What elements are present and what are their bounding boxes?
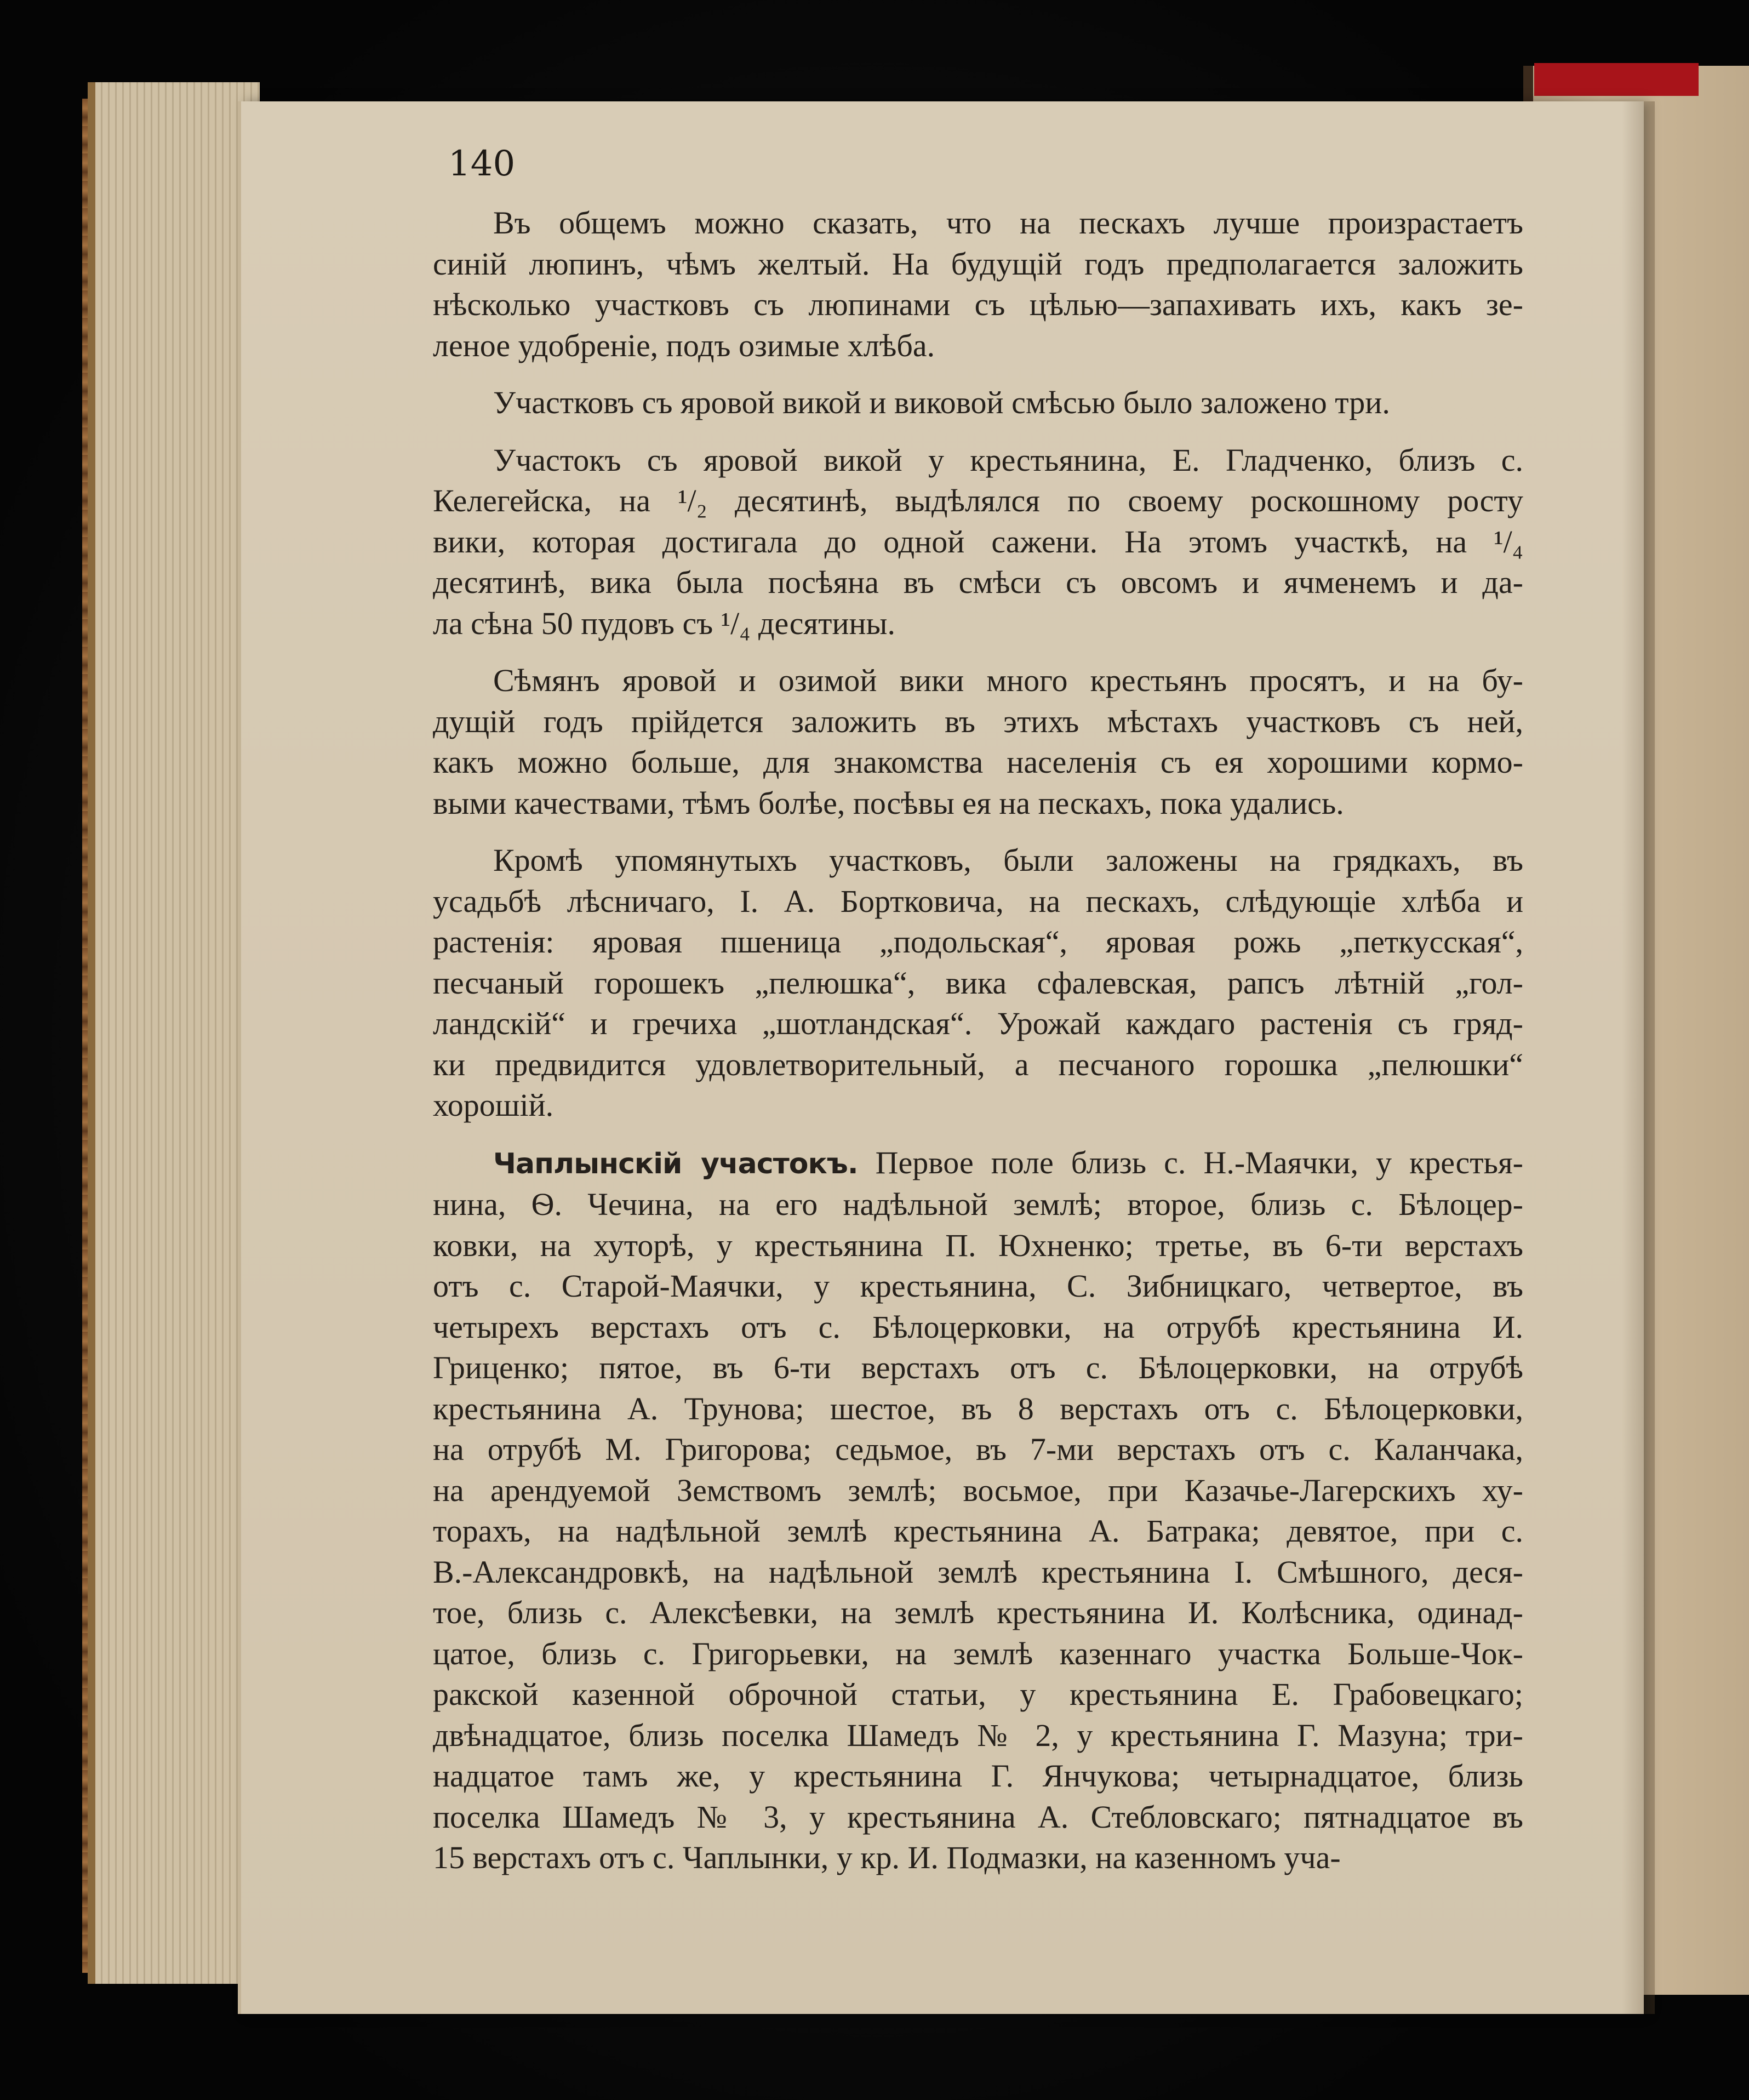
paragraph bbox=[433, 203, 1523, 366]
text-line: надцатое тамъ же, у крестьянина Г. Янчукова; четырнадцатое, близь bbox=[433, 1758, 1523, 1794]
text-line: хорошій. bbox=[433, 1087, 554, 1123]
page-number: 140 bbox=[448, 144, 516, 184]
text-line: крестьянина А. Трунова; шестое, въ 8 верстахъ отъ с. Бѣлоцерковки, bbox=[433, 1390, 1523, 1426]
text-line: Участокъ съ яровой викой у крестьянина, Е. Гладченко, близъ с. bbox=[493, 442, 1523, 478]
text-line: Келегейска, на ¹/₂ десятинѣ, выдѣлялся по своему роскошному росту bbox=[433, 483, 1523, 518]
heading-line-text: Первое поле близь с. Н.-Маячки, у крестья- bbox=[858, 1144, 1523, 1180]
text-line: ки предвидится удовлетворительный, а песчаного горошка „пелюшки“ bbox=[433, 1046, 1523, 1082]
text-line: Участковъ съ яровой викой и виковой смѣсью было заложено три. bbox=[493, 385, 1390, 420]
text-line: десятинѣ, вика была посѣяна въ смѣси съ овсомъ и ячменемъ и да- bbox=[433, 564, 1523, 600]
paragraph bbox=[433, 440, 1523, 644]
text-line bbox=[433, 1143, 1523, 1185]
text-line: Кромѣ упомянутыхъ участковъ, были заложены на грядкахъ, въ bbox=[493, 842, 1523, 878]
text-line: на отрубѣ М. Григорова; седьмое, въ 7-ми верстахъ отъ с. Каланчака, bbox=[433, 1431, 1523, 1467]
text-line: ракской казенной оброчной статьи, у крестьянина Е. Грабовецкаго; bbox=[433, 1676, 1523, 1712]
text-line: какъ можно больше, для знакомства населенія съ ея хорошими кормо- bbox=[433, 744, 1523, 780]
page-gutter-shadow bbox=[1622, 101, 1655, 2014]
text-line: В.-Александровкѣ, на надѣльной землѣ крестьянина І. Смѣшного, деся- bbox=[433, 1554, 1523, 1590]
paragraph bbox=[433, 1143, 1523, 1879]
text-line: Сѣмянъ яровой и озимой вики много крестьянъ просятъ, и на бу- bbox=[493, 663, 1523, 698]
text-line: поселка Шамедъ № 3, у крестьянина А. Стебловскаго; пятнадцатое въ bbox=[433, 1799, 1523, 1835]
text-line: тое, близь с. Алексѣевки, на землѣ крестьянина И. Колѣсника, одинад- bbox=[433, 1595, 1523, 1630]
page-stack-edges bbox=[88, 82, 260, 1984]
text-line: на арендуемой Земствомъ землѣ; восьмое, при Казачье-Лагерскихъ ху- bbox=[433, 1472, 1523, 1508]
paragraph bbox=[433, 840, 1523, 1126]
text-line: нѣсколько участковъ съ люпинами съ цѣлью—запахивать ихъ, какъ зе- bbox=[433, 287, 1523, 322]
text-line: песчаный горошекъ „пелюшка“, вика сфалевская, рапсъ лѣтній „гол- bbox=[433, 965, 1523, 1001]
text-line: 15 верстахъ отъ с. Чаплынки, у кр. И. Подмазки, на казенномъ уча- bbox=[433, 1840, 1341, 1875]
text-line: леное удобреніе, подъ озимые хлѣба. bbox=[433, 327, 935, 363]
text-line: усадьбѣ лѣсничаго, І. А. Бортковича, на пескахъ, слѣдующіе хлѣба и bbox=[433, 883, 1523, 919]
page-body-text bbox=[433, 203, 1523, 1895]
text-line: ковки, на хуторѣ, у крестьянина П. Юхненко; третье, въ 6-ти верстахъ bbox=[433, 1227, 1523, 1263]
text-line: торахъ, на надѣльной землѣ крестьянина А. Батрака; девятое, при с. bbox=[433, 1513, 1523, 1549]
text-line: двѣнадцатое, близь поселка Шамедъ № 2, у крестьянина Г. Мазуна; три- bbox=[433, 1717, 1523, 1753]
text-line: ландскій“ и гречиха „шотландская“. Урожай каждаго растенія съ гряд- bbox=[433, 1006, 1523, 1041]
red-page-edge bbox=[1534, 63, 1699, 96]
text-line: цатое, близь с. Григорьевки, на землѣ казеннаго участка Больше-Чок- bbox=[433, 1635, 1523, 1671]
text-line: ла сѣна 50 пудовъ съ ¹/₄ десятины. bbox=[433, 605, 896, 641]
paragraph bbox=[433, 383, 1523, 424]
text-line: вики, которая достигала до одной сажени. На этомъ участкѣ, на ¹/₄ bbox=[433, 523, 1523, 560]
text-line: выми качествами, тѣмъ болѣе, посѣвы ея на пескахъ, пока удались. bbox=[433, 785, 1344, 821]
paragraph bbox=[433, 660, 1523, 824]
text-line: четырехъ верстахъ отъ с. Бѣлоцерковки, на отрубѣ крестьянина И. bbox=[433, 1309, 1523, 1345]
text-line: растенія: яровая пшеница „подольская“, яровая рожь „петкусская“, bbox=[433, 924, 1523, 960]
text-line: синій люпинъ, чѣмъ желтый. На будущій годъ предполагается заложить bbox=[433, 246, 1523, 282]
text-line: отъ с. Старой-Маячки, у крестьянина, С. Зибницкаго, четвертое, въ bbox=[433, 1268, 1523, 1304]
text-line: дущій годъ прійдется заложить въ этихъ мѣстахъ участковъ съ ней, bbox=[433, 703, 1523, 739]
text-line: Гриценко; пятое, въ 6-ти верстахъ отъ с. Бѣлоцерковки, на отрубѣ bbox=[433, 1350, 1523, 1385]
section-heading: Чаплынскій участокъ. bbox=[493, 1147, 858, 1180]
text-line: нина, Ѳ. Чечина, на его надѣльной землѣ; второе, близь с. Бѣлоцер- bbox=[433, 1186, 1523, 1222]
text-line: Въ общемъ можно сказать, что на пескахъ лучше произрастаетъ bbox=[493, 205, 1523, 241]
